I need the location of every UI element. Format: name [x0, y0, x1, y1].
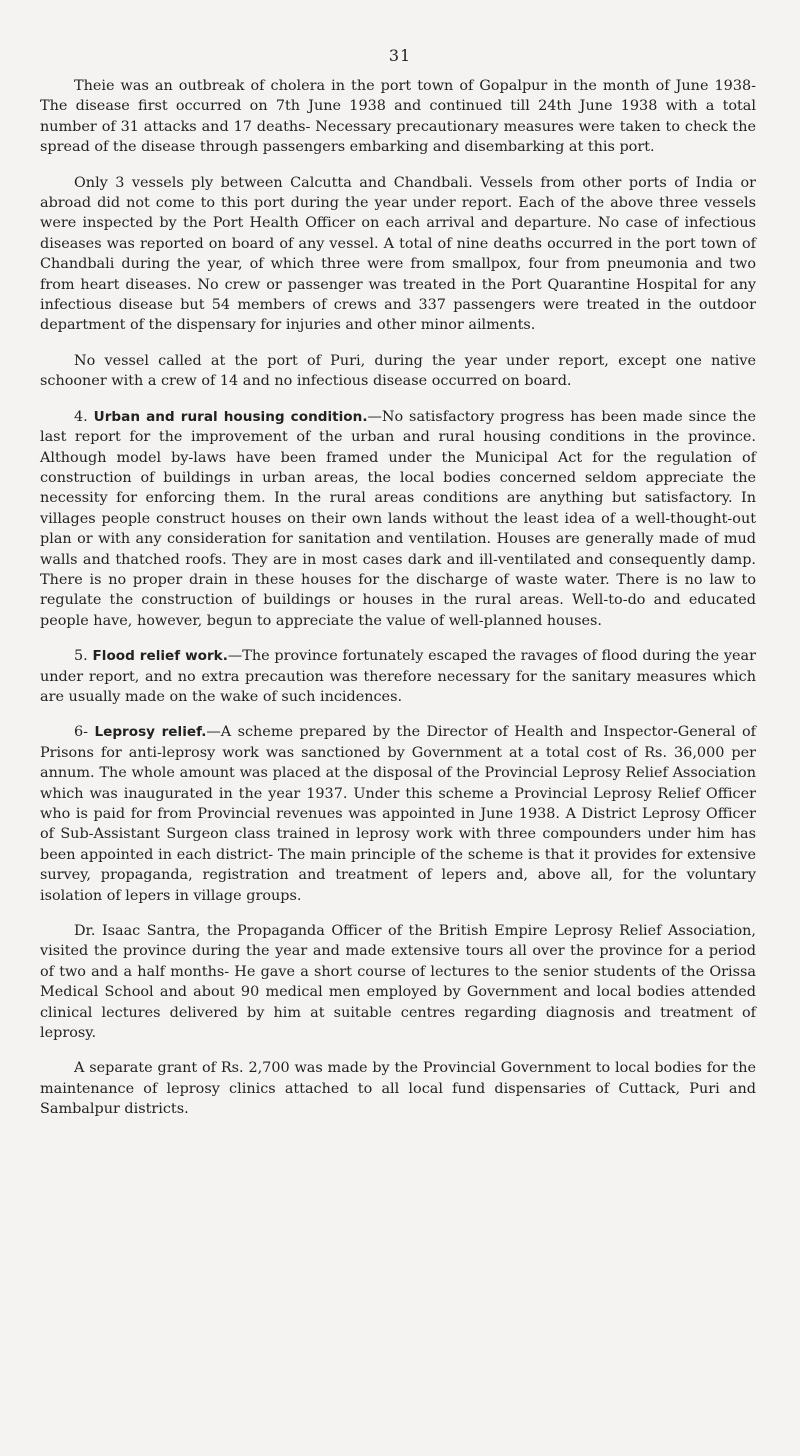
paragraph-text: —The province fortunately escaped the ravages of flood during the year under report, and no extra precaution was therefore necessary for the sanitary measures which are usually made on the wake of such incidences.: [40, 648, 756, 705]
section-heading: Flood relief work.: [92, 648, 228, 665]
paragraph-vessels-chandbali: [40, 173, 756, 336]
paragraph-text: Only 3 vessels ply between Calcutta and Chandbali. Vessels from other ports of India or abroad did not come to this port during the year under report. Each of the above three vessels were inspected by the Port Health Officer on each arrival and departure. No case of infectious diseases was reported on board of any vessel. A total of nine deaths occurred in the port town of Chandbali during the year, of which three were from smallpox, four from pneumonia and two from heart diseases. No crew or passenger was treated in the Port Quarantine Hospital for any infectious disease but 54 members of crews and 337 passengers were treated in the outdoor department of the dispensary for injuries and other minor ailments.: [40, 174, 756, 334]
paragraph-housing-condition: [40, 407, 756, 631]
paragraph-separate-grant: [40, 1058, 756, 1119]
section-heading: Urban and rural housing condition.: [93, 408, 368, 425]
paragraph-text: No vessel called at the port of Puri, during the year under report, except one native schooner with a crew of 14 and no infectious disease occurred on board.: [40, 352, 756, 390]
paragraph-cholera-outbreak: [40, 76, 756, 158]
paragraph-text: Theie was an outbreak of cholera in the port town of Gopalpur in the month of June 1938- The disease first occurred on 7th June 1938 and continued till 24th June 1938 with a total number of 31 attacks and 17 deaths- Necessary precautionary measures were taken to check the spread of the disease through passengers embarking and disembarking at this port.: [40, 78, 756, 156]
paragraph-flood-relief: [40, 646, 756, 707]
paragraph-port-puri: [40, 351, 756, 392]
section-number: 4.: [74, 408, 88, 425]
section-number: 6-: [74, 724, 89, 741]
paragraph-dr-santra: [40, 921, 756, 1043]
paragraph-leprosy-relief: [40, 722, 756, 906]
paragraph-text: A separate grant of Rs. 2,700 was made by the Provincial Government to local bodies for the maintenance of leprosy clinics attached to all local fund dispensaries of Cuttack, Puri and Sambalpur districts.: [40, 1060, 756, 1118]
paragraph-text: Dr. Isaac Santra, the Propaganda Officer of the British Empire Leprosy Relief Association, visited the province during the year and made extensive tours all over the province for a period of two and a half months- He gave a short course of lectures to the senior students of the Orissa Medical School and about 90 medical men employed by Government and local bodies attended clinical lectures delivered by him at suitable centres regarding diagnosis and treatment of leprosy.: [40, 923, 756, 1042]
page-number: 31: [388, 46, 412, 65]
section-heading: Leprosy relief.: [94, 724, 207, 741]
document-body: [40, 76, 756, 1135]
paragraph-text: —No satisfactory progress has been made since the last report for the improvement of the urban and rural housing conditions in the province. Although model by-laws have been framed under the Municipal Act for the regulation of construction of buildings in urban areas, the local bodies concerned seldom appreciate the necessity for enforcing them. In the rural areas conditions are anything but satisfactory. In villages people construct houses on their own lands without the least idea of a well-thought-out plan or with any consideration for sanitation and ventilation. Houses are generally made of mud walls and thatched roofs. They are in most cases dark and ill-ventilated and consequently damp. There is no proper drain in these houses for the discharge of waste water. There is no law to regulate the construction of buildings or houses in the rural areas. Well-to-do and educated people have, however, begun to appreciate the value of well-planned houses.: [40, 408, 756, 629]
paragraph-text: —A scheme prepared by the Director of Health and Inspector-General of Prisons for anti-leprosy work was sanctioned by Government at a total cost of Rs. 36,000 per annum. The whole amount was placed at the disposal of the Provincial Leprosy Relief Association which was inaugurated in the year 1937. Under this scheme a Provincial Leprosy Relief Officer who is paid for from Provincial revenues was appointed in June 1938. A District Leprosy Officer of Sub-Assistant Surgeon class trained in leprosy work with three compounders under him has been appointed in each district- The main principle of the scheme is that it provides for extensive survey, propaganda, registration and treatment of lepers and, above all, for the voluntary isolation of lepers in village groups.: [40, 724, 756, 904]
section-number: 5.: [74, 648, 88, 665]
